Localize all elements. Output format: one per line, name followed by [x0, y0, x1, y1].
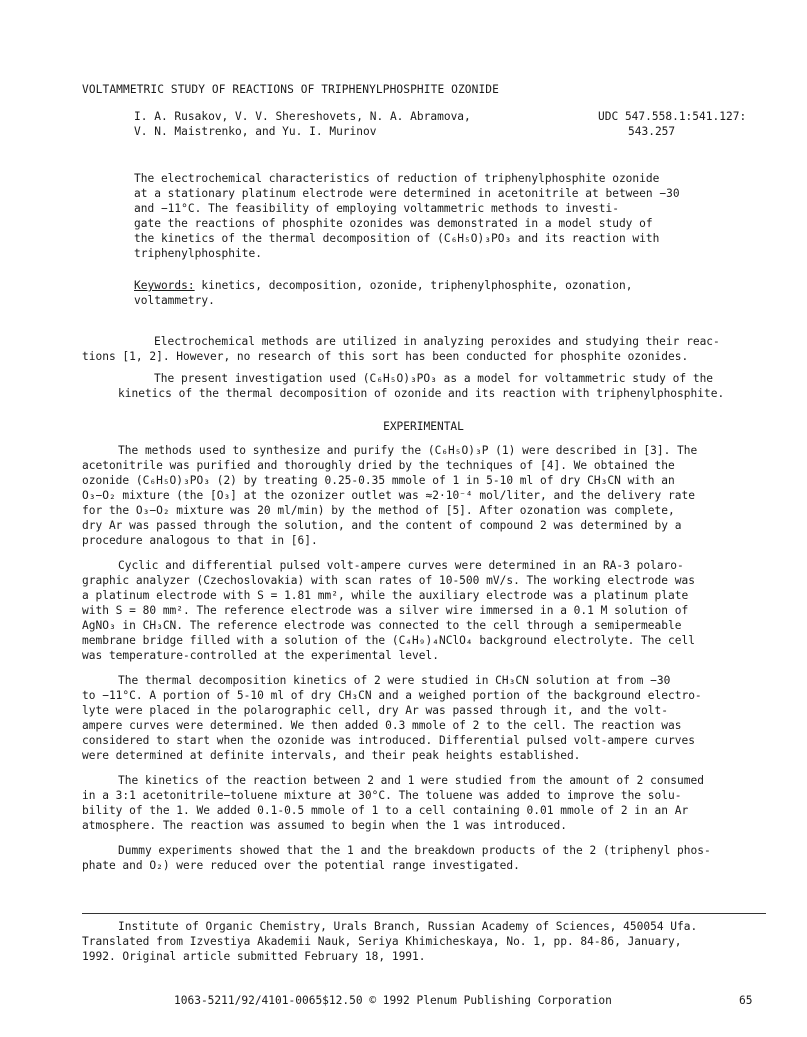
text-line: was temperature-controlled at the experimental level.: [82, 649, 439, 662]
introduction: [82, 334, 765, 409]
footnote-rule: [82, 913, 766, 914]
text-line: were determined at definite intervals, and their peak heights established.: [82, 749, 581, 762]
udc-line: 543.257: [628, 125, 676, 138]
text-line: graphic analyzer (Czechoslovakia) with scan rates of 10-500 mV/s. The working electrode was: [82, 574, 695, 587]
author-list: [134, 109, 574, 139]
affiliation-line: 1992. Original article submitted February 18, 1991.: [82, 950, 426, 963]
text-line: considered to start when the ozonide was introduced. Differential pulsed volt-ampere curves: [82, 734, 695, 747]
paragraph: [82, 334, 765, 364]
section-heading: EXPERIMENTAL: [383, 420, 464, 433]
text-line: in a 3:1 acetonitrile−toluene mixture at 30°C. The toluene was added to improve the solu-: [82, 789, 682, 802]
abstract-line: at a stationary platinum electrode were determined in acetonitrile at between −30: [134, 187, 680, 200]
paragraph: [82, 673, 765, 763]
paragraph: [82, 371, 765, 401]
abstract-line: and −11°C. The feasibility of employing voltammetric methods to investi-: [134, 202, 619, 215]
paragraph: [82, 843, 765, 873]
text-line: The methods used to synthesize and purify the (C₆H₅O)₃P (1) were described in [3]. The: [118, 444, 698, 457]
keywords-label: Keywords:: [134, 279, 195, 292]
paragraph: [82, 773, 765, 833]
udc-code: [598, 109, 768, 139]
text-line: bility of the 1. We added 0.1-0.5 mmole of 1 to a cell containing 0.01 mmole of 2 in an Ar: [82, 804, 689, 817]
copyright-footer: 1063-5211/92/4101-0065$12.50 © 1992 Plenum Publishing Corporation: [174, 994, 612, 1007]
keywords: [134, 278, 734, 308]
text-line: kinetics of the thermal decomposition of ozonide and its reaction with triphenylphosphite.: [118, 387, 725, 400]
abstract: [134, 171, 734, 261]
text-line: tions [1, 2]. However, no research of this sort has been conducted for phosphite ozonides.: [82, 350, 689, 363]
article-title: VOLTAMMETRIC STUDY OF REACTIONS OF TRIPHENYLPHOSPHITE OZONIDE: [82, 83, 499, 96]
text-line: with S = 80 mm². The reference electrode was a silver wire immersed in a 0.1 M solution of: [82, 604, 689, 617]
affiliation-footnote: [82, 919, 765, 964]
text-line: a platinum electrode with S = 1.81 mm², while the auxiliary electrode was a platinum plate: [82, 589, 689, 602]
abstract-line: gate the reactions of phosphite ozonides was demonstrated in a model study of: [134, 217, 653, 230]
text-line: The kinetics of the reaction between 2 and 1 were studied from the amount of 2 consumed: [118, 774, 704, 787]
page-number: 65: [739, 994, 753, 1007]
text-line: lyte were placed in the polarographic cell, dry Ar was passed through it, and the volt-: [82, 704, 668, 717]
author-line: I. A. Rusakov, V. V. Shereshovets, N. A. Abramova,: [134, 110, 471, 123]
keywords-line: [134, 278, 734, 293]
keywords-text: kinetics, decomposition, ozonide, triphenylphosphite, ozonation,: [194, 279, 633, 292]
text-line: O₃−O₂ mixture (the [O₃] at the ozonizer outlet was ≈2·10⁻⁴ mol/liter, and the delivery rate: [82, 489, 695, 502]
paragraph: [82, 558, 765, 663]
text-line: procedure analogous to that in [6].: [82, 534, 318, 547]
text-line: ampere curves were determined. We then added 0.3 mmole of 2 to the cell. The reaction was: [82, 719, 682, 732]
affiliation-line: Translated from Izvestiya Akademii Nauk, Seriya Khimicheskaya, No. 1, pp. 84-86, January,: [82, 935, 682, 948]
paragraph: [82, 443, 765, 548]
experimental-section: [82, 443, 765, 881]
text-line: The present investigation used (C₆H₅O)₃PO₃ as a model for voltammetric study of the: [154, 372, 714, 385]
text-line: Dummy experiments showed that the 1 and the breakdown products of the 2 (triphenyl phos-: [118, 844, 711, 857]
text-line: for the O₃−O₂ mixture was 20 ml/min) by the method of [5]. After ozonation was complete,: [82, 504, 675, 517]
abstract-line: the kinetics of the thermal decomposition of (C₆H₅O)₃PO₃ and its reaction with: [134, 232, 660, 245]
text-line: ozonide (C₆H₅O)₃PO₃ (2) by treating 0.25-0.35 mmole of 1 in 5-10 ml of dry CH₃CN with an: [82, 474, 675, 487]
text-line: AgNO₃ in CH₃CN. The reference electrode was connected to the cell through a semipermeable: [82, 619, 682, 632]
text-line: Electrochemical methods are utilized in analyzing peroxides and studying their reac-: [154, 335, 720, 348]
abstract-line: The electrochemical characteristics of reduction of triphenylphosphite ozonide: [134, 172, 660, 185]
abstract-line: triphenylphosphite.: [134, 247, 262, 260]
text-line: The thermal decomposition kinetics of 2 were studied in CH₃CN solution at from −30: [118, 674, 671, 687]
keywords-text: voltammetry.: [134, 294, 215, 307]
text-line: atmosphere. The reaction was assumed to begin when the 1 was introduced.: [82, 819, 567, 832]
text-line: acetonitrile was purified and thoroughly dried by the techniques of [4]. We obtained the: [82, 459, 675, 472]
text-line: to −11°C. A portion of 5-10 ml of dry CH₃CN and a weighed portion of the background electro-: [82, 689, 702, 702]
affiliation-line: Institute of Organic Chemistry, Urals Branch, Russian Academy of Sciences, 450054 Ufa.: [118, 920, 698, 933]
text-line: Cyclic and differential pulsed volt-ampere curves were determined in an RA-3 polaro-: [118, 559, 684, 572]
text-line: phate and O₂) were reduced over the potential range investigated.: [82, 859, 520, 872]
text-line: dry Ar was passed through the solution, and the content of compound 2 was determined by a: [82, 519, 682, 532]
author-line: V. N. Maistrenko, and Yu. I. Murinov: [134, 125, 377, 138]
text-line: membrane bridge filled with a solution of the (C₄H₉)₄NClO₄ background electrolyte. The cell: [82, 634, 695, 647]
udc-line: UDC 547.558.1:541.127:: [598, 110, 747, 123]
